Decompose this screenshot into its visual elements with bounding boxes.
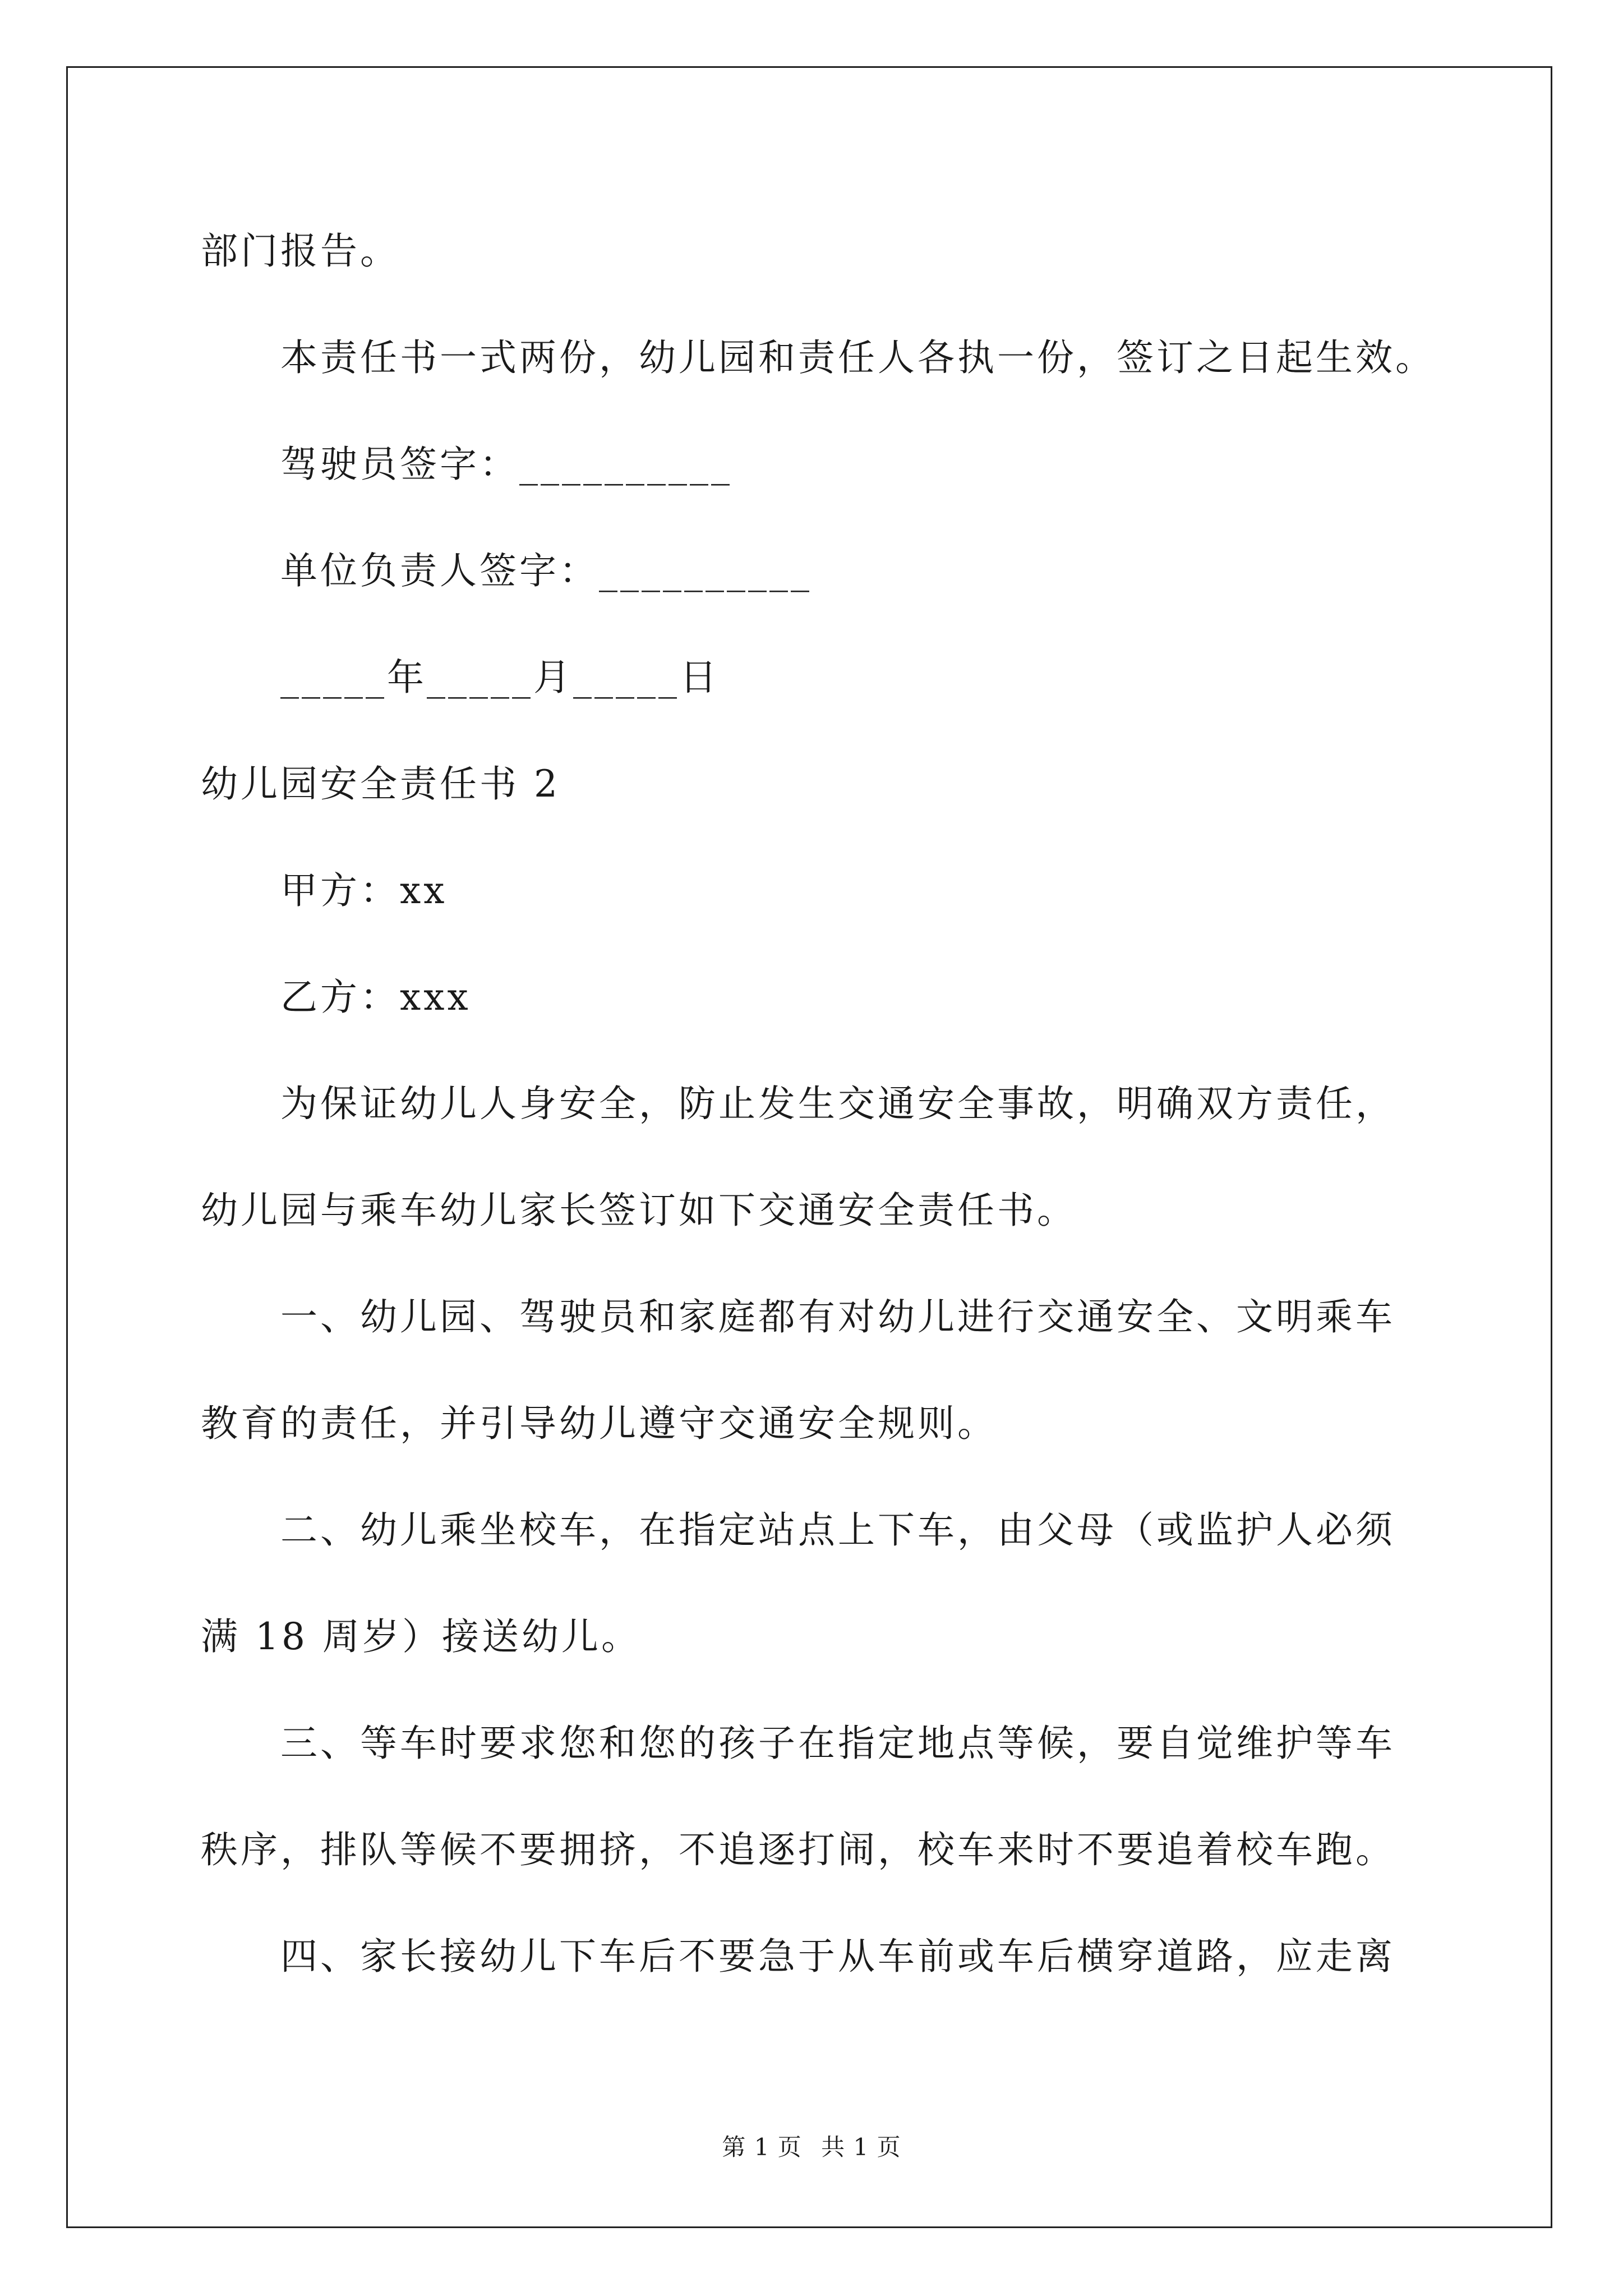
- page-total: 共 1 页: [821, 2133, 901, 2161]
- text-line: 部门报告。: [201, 229, 400, 273]
- page-number: 第 1 页: [722, 2133, 802, 2161]
- text-line: 为保证幼儿人身安全，防止发生交通安全事故，明确双方责任，: [280, 1082, 1395, 1125]
- text-line: 教育的责任，并引导幼儿遵守交通安全规则。: [201, 1402, 997, 1445]
- signature-line-driver: 驾驶员签字：__________: [280, 443, 732, 486]
- page-footer: [0, 2132, 1623, 2163]
- text-line: 秩序，排队等候不要拥挤，不追逐打闹，校车来时不要追着校车跑。: [201, 1828, 1395, 1871]
- page-border: [66, 66, 1552, 2228]
- clause-2: 二、幼儿乘坐校车，在指定站点上下车，由父母（或监护人必须: [280, 1508, 1395, 1552]
- clause-3: 三、等车时要求您和您的孩子在指定地点等候，要自觉维护等车: [280, 1722, 1395, 1765]
- section-title: 幼儿园安全责任书 2: [201, 762, 560, 806]
- text-line: 满 18 周岁）接送幼儿。: [201, 1615, 641, 1658]
- text-line: 幼儿园与乘车幼儿家长签订如下交通安全责任书。: [201, 1189, 1077, 1232]
- date-line: _____年_____月_____日: [280, 656, 720, 699]
- text-line: 本责任书一式两份，幼儿园和责任人各执一份，签订之日起生效。: [280, 336, 1435, 379]
- clause-1: 一、幼儿园、驾驶员和家庭都有对幼儿进行交通安全、文明乘车: [280, 1295, 1395, 1338]
- party-a: 甲方：xx: [280, 869, 448, 912]
- party-b: 乙方：xxx: [280, 976, 471, 1019]
- signature-line-unit-head: 单位负责人签字：__________: [280, 549, 812, 592]
- clause-4: 四、家长接幼儿下车后不要急于从车前或车后横穿道路，应走离: [280, 1935, 1395, 1978]
